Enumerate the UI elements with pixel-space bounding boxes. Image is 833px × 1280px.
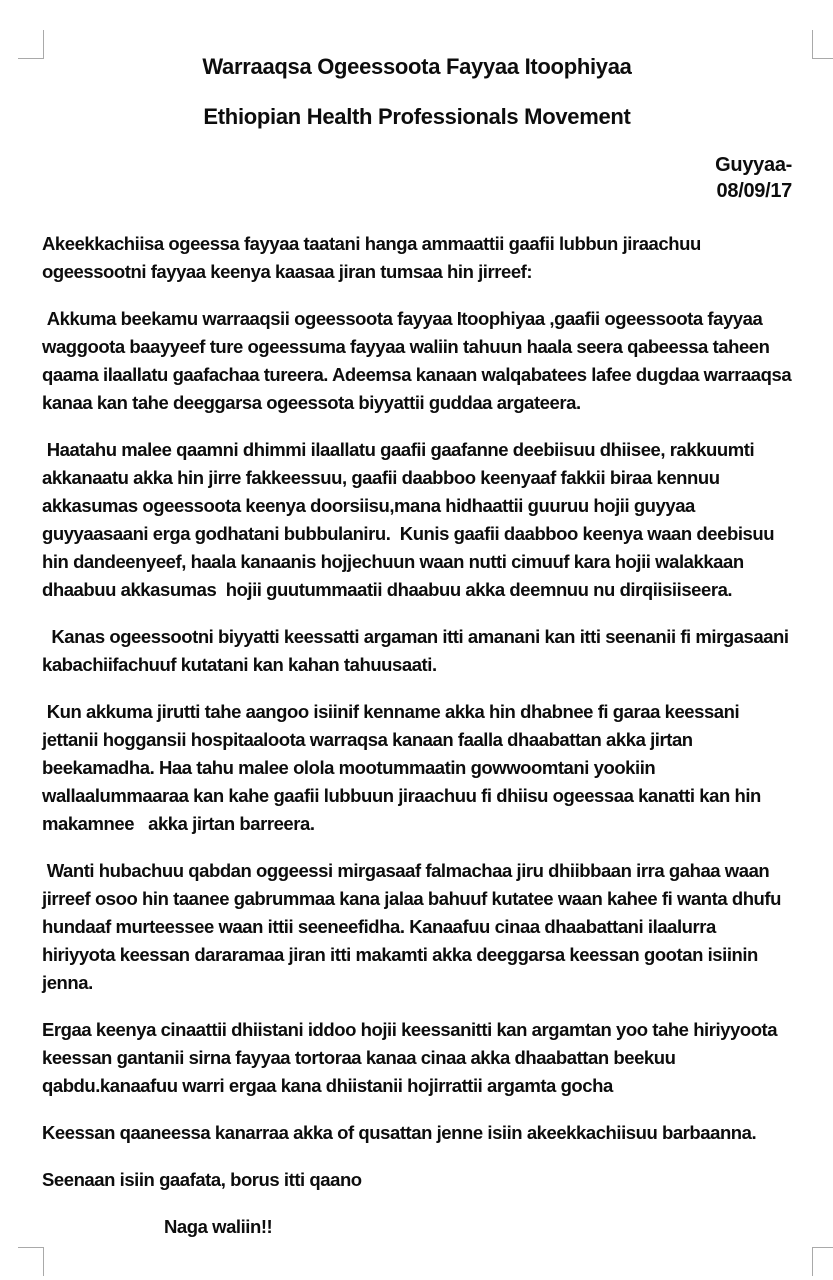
document-content xyxy=(42,0,796,1260)
crop-mark-bottom-right xyxy=(812,1247,833,1276)
paragraph-support-request: Wanti hubachuu qabdan oggeessi mirgasaaf falmachaa jiru dhiibbaan irra gahaa waan jirreef osoo hin taanee gabrummaa kana jalaa bahuuf kutatee waan kahee fi wanta dhufu hundaaf murteessee waan ittii seeneefidha. Kanaafuu cinaa dhaabattani ilaalurra hiriyyota keessan dararamaa jiran itti makamti akka deeggarsa keessan gootan isiinin jenna. xyxy=(42,860,786,993)
date-label: Guyyaa- xyxy=(715,154,792,176)
closing-salutation: Naga waliin!! xyxy=(164,1216,273,1237)
paragraph-caution: Keessan qaaneessa kanarraa akka of qusattan jenne isiin akeekkachiisuu barbaanna. xyxy=(42,1122,757,1143)
paragraph-final-warning: Ergaa keenya cinaattii dhiistani iddoo hojii keessanitti kan argamtan yoo tahe hiriyyoota keessan gantanii sirna fayyaa tortoraa kanaa cinaa akka dhaabattan beekuu qabdu.kanaafuu warri ergaa kana dhiistanii hojirrattii argamta gocha xyxy=(42,1019,782,1096)
document-title-oromo: Warraaqsa Ogeessoota Fayyaa Itoophiyaa xyxy=(202,54,632,79)
paragraph-history-will-ask: Seenaan isiin gaafata, borus itti qaano xyxy=(42,1169,362,1190)
crop-mark-top-right xyxy=(812,30,833,59)
document-title-english: Ethiopian Health Professionals Movement xyxy=(203,104,631,129)
paragraph-warning-intro: Akeekkachiisa ogeessa fayyaa taatani hanga ammaattii gaafii lubbun jiraachuu ogeessootni fayyaa keenya kaasaa jiran tumsaa hin jirreef: xyxy=(42,233,706,282)
date-block xyxy=(42,152,792,204)
crop-mark-bottom-left xyxy=(18,1247,44,1276)
crop-mark-top-left xyxy=(18,30,44,59)
paragraph-grievances: Haatahu malee qaamni dhimmi ilaallatu gaafii gaafanne deebiisuu dhiisee, rakkuumti akkanaatu akka hin jirre fakkeessuu, gaafii daabboo keenyaaf fakkii biraa kennuu akkasumas ogeessoota keenya doorsiisu,mana hidhaattii guuruu hojii guyyaa guyyaasaani erga godhatani bubbulaniru. Kunis gaafii daabboo keenya waan deebisuu hin dandeenyeef, haala kanaanis hojjechuun waan nutti cimuuf kara hojii walakkaan dhaabuu akkasumas hojii guutummaatii dhaabuu akka deemnuu nu dirqiisiiseera. xyxy=(42,439,779,600)
paragraph-commitment: Kanas ogeessootni biyyatti keessatti argaman itti amanani kan itti seenanii fi mirgasaani kabachiifachuuf kutatani kan kahan tahuusaati. xyxy=(42,626,794,675)
date-value: 08/09/17 xyxy=(716,180,792,202)
paragraph-background: Akkuma beekamu warraaqsii ogeessoota fayyaa Itoophiyaa ,gaafii ogeessoota fayyaa waggoota baayyeef ture ogeessuma fayyaa waliin tahuun haala seera qabeessa taheen qaama ilaallatu gaafachaa tureera. Adeemsa kanaan walqabatees lafee dugdaa warraaqsa kanaa kan tahe deeggarsa ogeessota biyyattii guddaa argateera. xyxy=(42,308,796,413)
body-text xyxy=(42,230,796,1241)
paragraph-hospital-leaders: Kun akkuma jirutti tahe aangoo isiinif kenname akka hin dhabnee fi garaa keessani jettanii hoggansii hospitaaloota warraqsa kanaan faalla dhaabattan akka jirtan beekamadha. Haa tahu malee olola mootummaatin gowwoomtani yookiin wallaalummaaraa kan kahe gaafii lubbuun jiraachuu fi dhiisu ogeessaa kanatti kan hin makamnee akka jirtan barreera. xyxy=(42,701,766,834)
